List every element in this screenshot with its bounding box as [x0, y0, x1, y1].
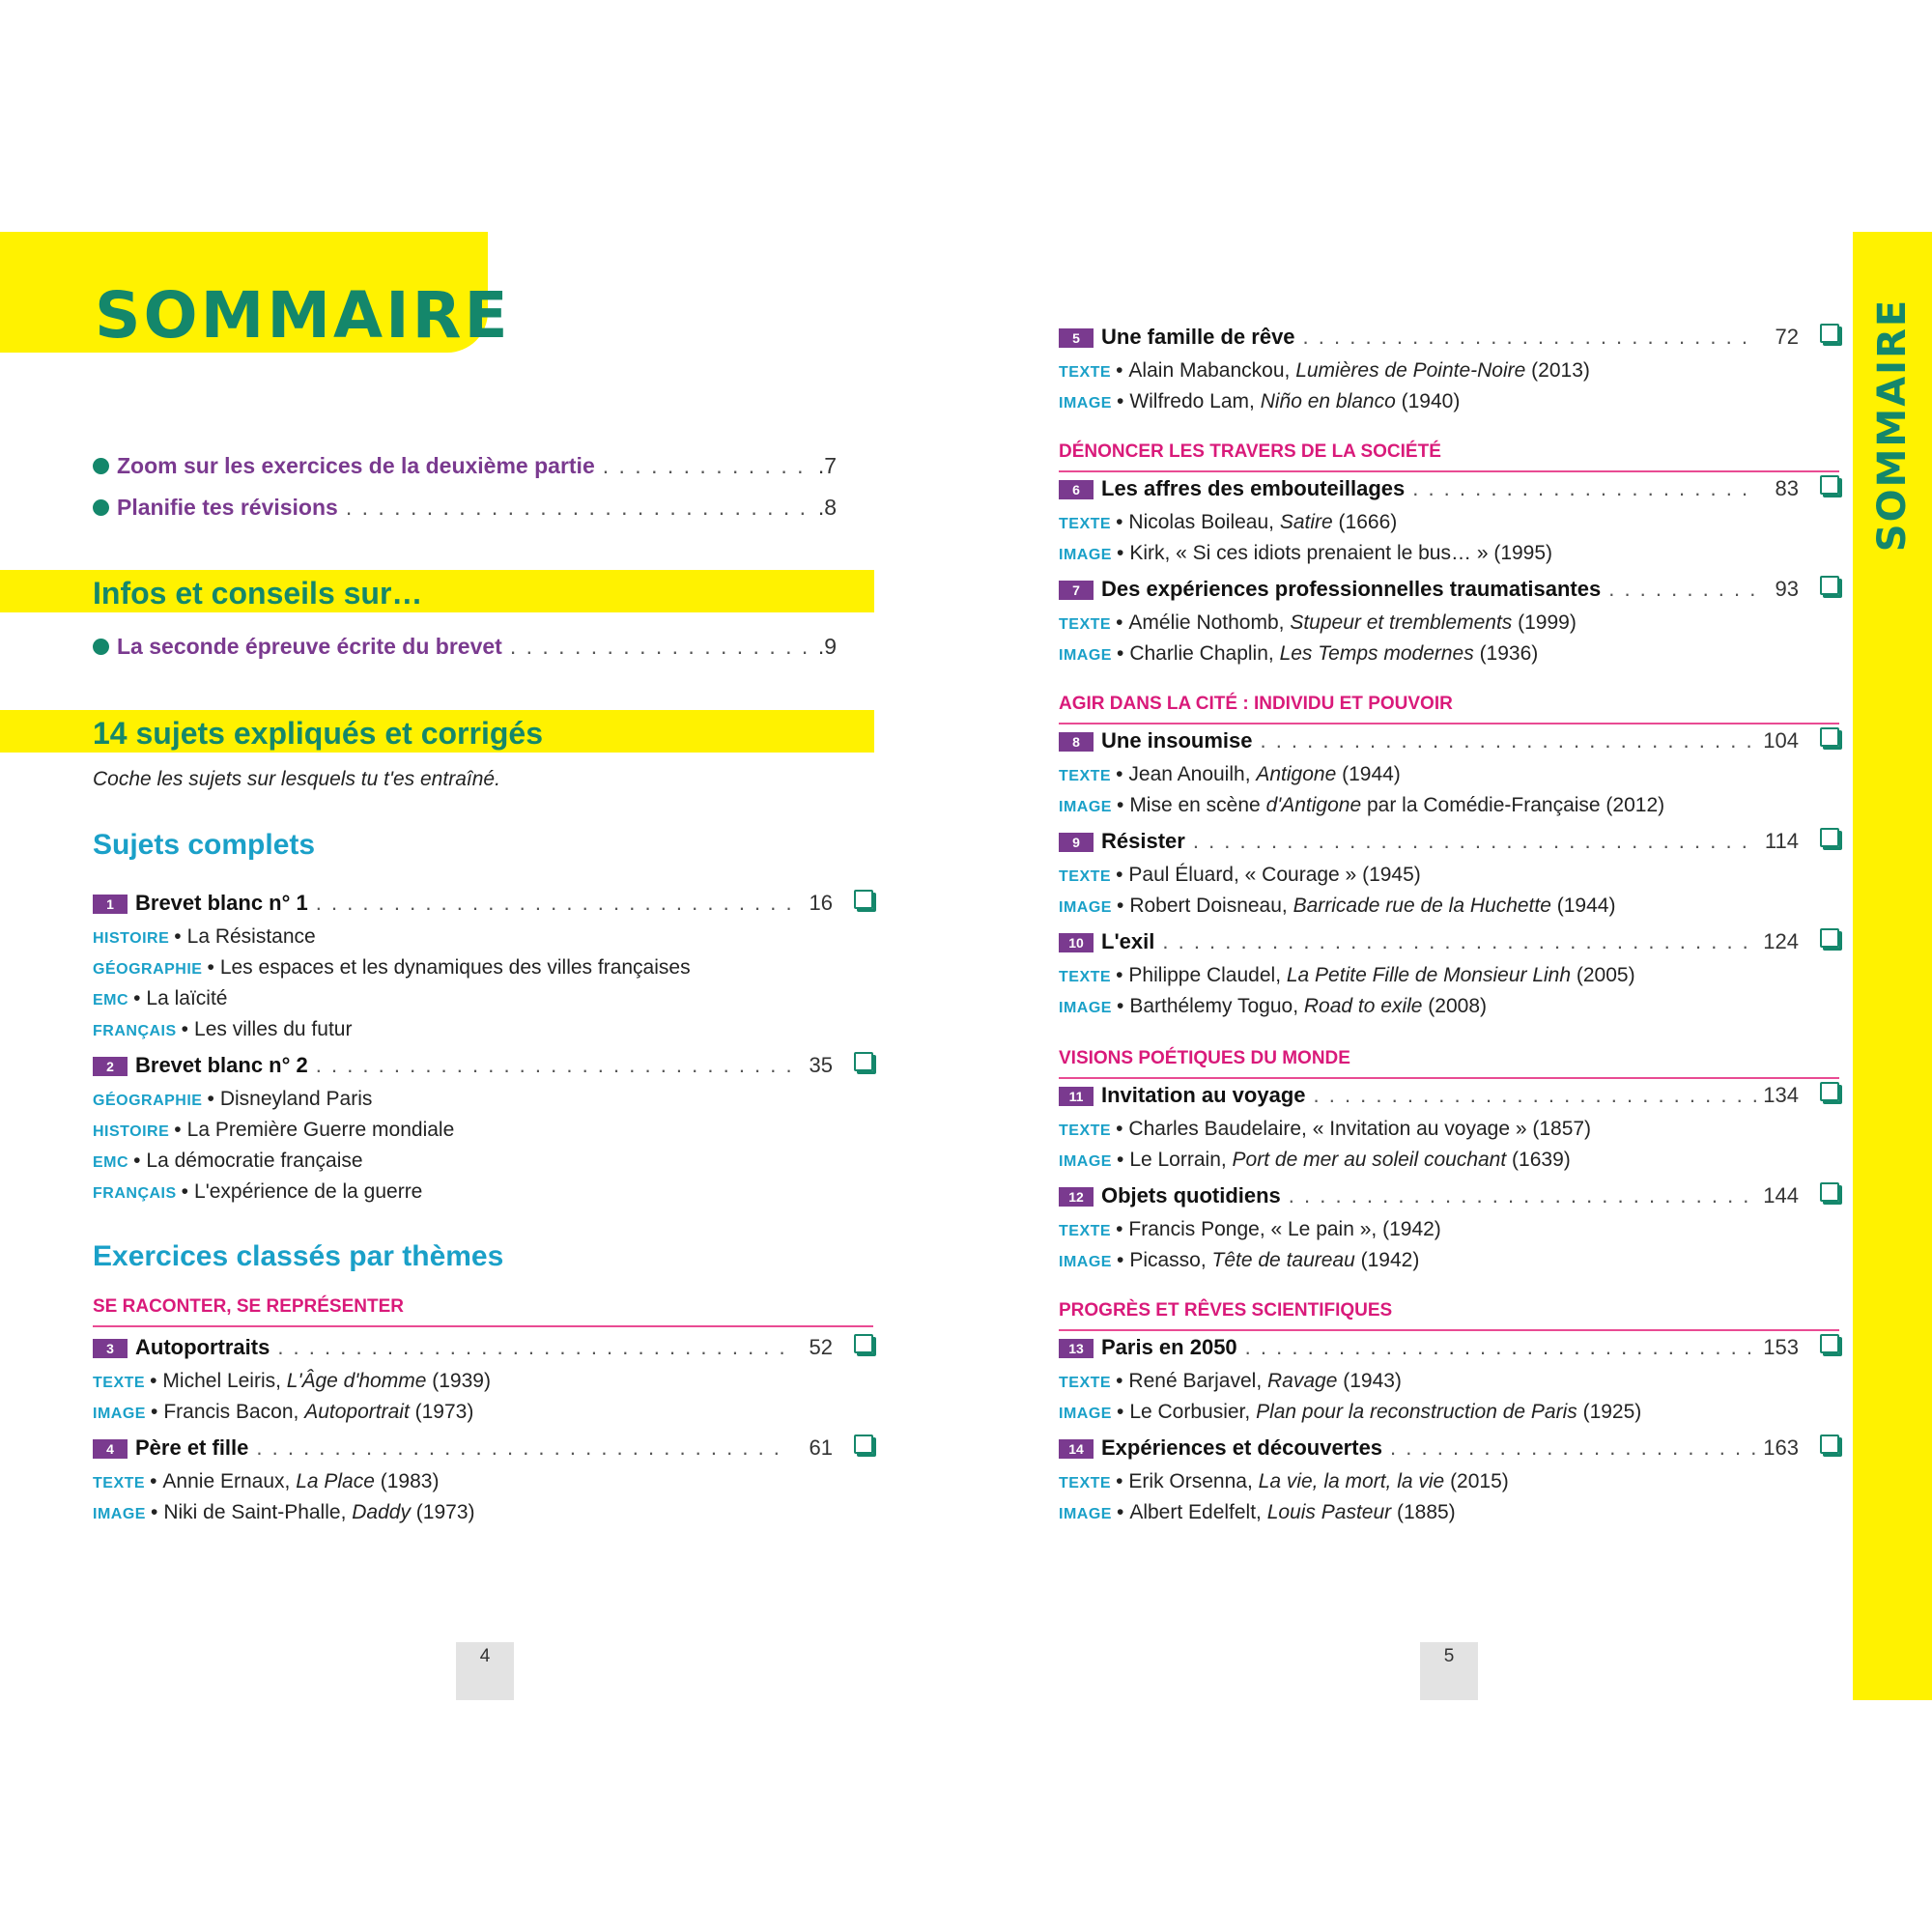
- detail-text: Niki de Saint-Phalle,: [163, 1501, 353, 1523]
- bullet: •: [1116, 359, 1123, 382]
- dot-leader: [1314, 1083, 1757, 1108]
- checkbox[interactable]: [854, 1435, 873, 1454]
- checkbox[interactable]: [854, 890, 873, 909]
- detail-text: Le Lorrain,: [1129, 1149, 1233, 1171]
- entry-number-badge: 9: [1059, 833, 1094, 852]
- intro-label: Planifie tes révisions: [117, 495, 338, 520]
- category-tag: TEXTE: [1059, 868, 1112, 885]
- detail-suffix: (1973): [409, 1401, 474, 1423]
- category-tag: TEXTE: [1059, 768, 1112, 784]
- work-title: Daddy: [352, 1501, 411, 1523]
- entry-number-badge: 5: [1059, 328, 1094, 348]
- entry-page: 35: [809, 1053, 833, 1077]
- bullet: •: [1116, 964, 1123, 986]
- entry-title: Expériences et découvertes: [1101, 1435, 1383, 1460]
- detail-suffix: (1639): [1506, 1149, 1571, 1171]
- entry-detail: [93, 1084, 873, 1115]
- toc-entry[interactable]: [1059, 577, 1839, 669]
- detail-text: Charles Baudelaire, « Invitation au voyage » (1857): [1128, 1118, 1592, 1140]
- detail-suffix: (2008): [1422, 995, 1487, 1017]
- bullet: •: [174, 1119, 182, 1141]
- category-tag: TEXTE: [1059, 969, 1112, 985]
- toc-entry[interactable]: [1059, 829, 1839, 922]
- bullet: •: [1116, 611, 1123, 634]
- toc-entry[interactable]: [1059, 728, 1839, 821]
- bullet: •: [1116, 864, 1123, 886]
- detail-suffix: (1666): [1332, 511, 1398, 533]
- toc-entry[interactable]: [1059, 929, 1839, 1022]
- category-tag: GÉOGRAPHIE: [93, 1093, 203, 1109]
- work-title: Stupeur et tremblements: [1290, 611, 1513, 634]
- detail-text: Francis Ponge, « Le pain », (1942): [1128, 1218, 1441, 1240]
- entry-page: 83: [1775, 476, 1799, 500]
- checkbox[interactable]: [854, 1052, 873, 1071]
- bullet: •: [1116, 511, 1123, 533]
- detail-text: L'expérience de la guerre: [194, 1180, 423, 1203]
- entry-page: 61: [809, 1435, 833, 1460]
- dot-leader: [277, 1335, 790, 1360]
- section-band-sujets: [0, 710, 874, 753]
- entry-detail: [1059, 759, 1839, 790]
- entry-page: 52: [809, 1335, 833, 1359]
- entry-detail: [1059, 1397, 1839, 1428]
- category-tag: GÉOGRAPHIE: [93, 961, 203, 978]
- dot-leader: [1260, 728, 1756, 753]
- toc-entry[interactable]: [93, 1335, 873, 1428]
- entry-detail: [93, 1014, 873, 1045]
- category-tag: EMC: [93, 1154, 129, 1171]
- entry-number-badge: 12: [1059, 1187, 1094, 1207]
- detail-suffix: (1939): [426, 1370, 491, 1392]
- detail-text: René Barjavel,: [1128, 1370, 1267, 1392]
- intro-item-epreuve[interactable]: [93, 634, 837, 665]
- bullet: •: [1116, 642, 1124, 665]
- category-tag: IMAGE: [1059, 547, 1112, 563]
- entry-page: 16: [809, 891, 833, 915]
- detail-suffix: (1925): [1577, 1401, 1642, 1423]
- toc-entry[interactable]: [93, 891, 873, 1045]
- detail-text: Francis Bacon,: [163, 1401, 305, 1423]
- detail-text: Le Corbusier,: [1129, 1401, 1257, 1423]
- category-tag: TEXTE: [93, 1475, 146, 1492]
- entry-detail: [1059, 1466, 1839, 1497]
- detail-text: Disneyland Paris: [219, 1088, 373, 1110]
- detail-text: La Résistance: [186, 925, 316, 948]
- category-tag: TEXTE: [1059, 616, 1112, 633]
- checkbox[interactable]: [1820, 1334, 1839, 1353]
- bullet: •: [1116, 1149, 1124, 1171]
- entry-page: 124: [1763, 929, 1799, 953]
- detail-suffix: (1973): [410, 1501, 475, 1523]
- bullet: •: [1116, 1218, 1123, 1240]
- entry-number-badge: 1: [93, 895, 128, 914]
- entry-detail: [1059, 991, 1839, 1022]
- bullet: •: [150, 1501, 158, 1523]
- toc-entry[interactable]: [1059, 476, 1839, 569]
- category-tag: TEXTE: [1059, 1375, 1112, 1391]
- detail-suffix: (2013): [1525, 359, 1590, 382]
- entry-detail: [93, 1146, 873, 1177]
- checkbox[interactable]: [1820, 576, 1839, 595]
- bullet: •: [133, 1150, 141, 1172]
- work-title: La Place: [296, 1470, 375, 1492]
- checkbox[interactable]: [1820, 928, 1839, 948]
- subheading-themes: Exercices classés par thèmes: [93, 1240, 504, 1272]
- entry-title: Brevet blanc n° 1: [135, 891, 308, 915]
- detail-suffix: (2005): [1571, 964, 1635, 986]
- entry-title: Résister: [1101, 829, 1185, 853]
- dot-leader: [256, 1435, 790, 1461]
- instruction-note: Coche les sujets sur lesquels tu t'es entraîné.: [93, 768, 500, 790]
- theme-heading: VISIONS POÉTIQUES DU MONDE: [1059, 1048, 1839, 1079]
- bullet-dot-icon: [93, 458, 109, 474]
- detail-text: Paul Éluard, « Courage » (1945): [1128, 864, 1421, 886]
- category-tag: TEXTE: [1059, 516, 1112, 532]
- checkbox[interactable]: [1820, 1435, 1839, 1454]
- entry-detail: [93, 1177, 873, 1208]
- section-band-infos: [0, 570, 874, 612]
- dot-leader: [603, 453, 814, 479]
- entry-title: Des expériences professionnelles traumatisantes: [1101, 577, 1602, 601]
- entry-page: 144: [1763, 1183, 1799, 1208]
- work-title: La Petite Fille de Monsieur Linh: [1286, 964, 1572, 986]
- work-title: Barricade rue de la Huchette: [1293, 895, 1551, 917]
- category-tag: IMAGE: [1059, 1406, 1112, 1422]
- bullet: •: [207, 956, 214, 979]
- page-number-right: 5: [1420, 1642, 1478, 1700]
- entry-number-badge: 14: [1059, 1439, 1094, 1459]
- entry-page: 114: [1764, 829, 1799, 853]
- entry-title: Les affres des embouteillages: [1101, 476, 1406, 500]
- detail-suffix: (1983): [374, 1470, 440, 1492]
- checkbox[interactable]: [1820, 475, 1839, 495]
- category-tag: IMAGE: [1059, 799, 1112, 815]
- detail-suffix: (1999): [1512, 611, 1577, 634]
- entry-detail: [1059, 538, 1839, 569]
- entry-number-badge: 3: [93, 1339, 128, 1358]
- entry-detail: [1059, 1114, 1839, 1145]
- category-tag: HISTOIRE: [93, 1123, 170, 1140]
- category-tag: IMAGE: [1059, 899, 1112, 916]
- bullet: •: [150, 1470, 157, 1492]
- entry-title: Paris en 2050: [1101, 1335, 1237, 1359]
- theme-heading: DÉNONCER LES TRAVERS DE LA SOCIÉTÉ: [1059, 441, 1839, 472]
- entry-title: Objets quotidiens: [1101, 1183, 1281, 1208]
- bullet: •: [1116, 895, 1124, 917]
- detail-suffix: par la Comédie-Française (2012): [1361, 794, 1665, 816]
- bullet: •: [174, 925, 182, 948]
- dot-leader: [1289, 1183, 1756, 1208]
- detail-text: Jean Anouilh,: [1128, 763, 1257, 785]
- work-title: d'Antigone: [1265, 794, 1362, 816]
- category-tag: FRANÇAIS: [93, 1185, 177, 1202]
- theme-heading: SE RACONTER, SE REPRÉSENTER: [93, 1296, 873, 1327]
- bullet: •: [181, 1018, 189, 1040]
- work-title: Road to exile: [1303, 995, 1423, 1017]
- entry-title: Autoportraits: [135, 1335, 270, 1359]
- detail-text: Nicolas Boileau,: [1128, 511, 1280, 533]
- category-tag: IMAGE: [1059, 395, 1112, 412]
- work-title: Niño en blanco: [1260, 390, 1396, 412]
- entry-detail: [1059, 355, 1839, 386]
- entry-detail: [1059, 507, 1839, 538]
- bullet: •: [150, 1370, 157, 1392]
- side-tab: [1853, 232, 1932, 1700]
- bullet: •: [181, 1180, 189, 1203]
- title-tab: [0, 232, 511, 353]
- category-tag: HISTOIRE: [93, 930, 170, 947]
- category-tag: TEXTE: [1059, 1475, 1112, 1492]
- bullet: •: [1116, 1470, 1123, 1492]
- toc-entry[interactable]: [1059, 325, 1839, 417]
- dot-leader: [1162, 929, 1756, 954]
- detail-text: Erik Orsenna,: [1128, 1470, 1259, 1492]
- work-title: La vie, la mort, la vie: [1258, 1470, 1445, 1492]
- bullet: •: [150, 1401, 158, 1423]
- detail-text: Picasso,: [1129, 1249, 1212, 1271]
- entry-number-badge: 11: [1059, 1087, 1094, 1106]
- detail-text: Amélie Nothomb,: [1128, 611, 1291, 634]
- dot-leader: [316, 1053, 790, 1078]
- subheading-complets: Sujets complets: [93, 829, 316, 861]
- intro-page: .9: [817, 634, 837, 659]
- bullet: •: [1116, 1249, 1124, 1271]
- category-tag: IMAGE: [1059, 1000, 1112, 1016]
- category-tag: TEXTE: [1059, 1122, 1112, 1139]
- detail-text: La Première Guerre mondiale: [186, 1119, 455, 1141]
- side-title: SOMMAIRE: [1870, 298, 1915, 553]
- category-tag: IMAGE: [93, 1406, 146, 1422]
- intro-item-zoom[interactable]: [93, 453, 837, 484]
- detail-suffix: (1942): [1354, 1249, 1420, 1271]
- dot-leader: [346, 495, 814, 521]
- dot-leader: [1608, 577, 1756, 602]
- entry-detail: [93, 983, 873, 1014]
- entry-number-badge: 10: [1059, 933, 1094, 952]
- entry-detail: [93, 922, 873, 952]
- toc-entry[interactable]: [93, 1435, 873, 1528]
- detail-text: La laïcité: [146, 987, 228, 1009]
- detail-text: Michel Leiris,: [162, 1370, 287, 1392]
- entry-page: 93: [1775, 577, 1799, 601]
- detail-text: Alain Mabanckou,: [1128, 359, 1296, 382]
- detail-text: Philippe Claudel,: [1128, 964, 1287, 986]
- entry-detail: [1059, 891, 1839, 922]
- entry-detail: [1059, 1497, 1839, 1528]
- checkbox[interactable]: [854, 1334, 873, 1353]
- dot-leader: [316, 891, 790, 916]
- bullet: •: [1116, 763, 1123, 785]
- entry-title: Une famille de rêve: [1101, 325, 1295, 349]
- entry-detail: [1059, 1145, 1839, 1176]
- bullet: •: [1116, 1118, 1123, 1140]
- entry-detail: [93, 1497, 873, 1528]
- category-tag: EMC: [93, 992, 129, 1009]
- dot-leader: [1412, 476, 1756, 501]
- entry-title: Invitation au voyage: [1101, 1083, 1306, 1107]
- bullet: •: [1116, 390, 1124, 412]
- entry-detail: [93, 952, 873, 983]
- section-heading: Infos et conseils sur…: [93, 576, 423, 611]
- entry-page: 163: [1763, 1435, 1799, 1460]
- detail-text: Albert Edelfelt,: [1129, 1501, 1267, 1523]
- bullet-dot-icon: [93, 499, 109, 516]
- dot-leader: [1303, 325, 1756, 350]
- bullet: •: [207, 1088, 214, 1110]
- work-title: Autoportrait: [304, 1401, 410, 1423]
- entry-detail: [1059, 1366, 1839, 1397]
- detail-text: Annie Ernaux,: [162, 1470, 297, 1492]
- work-title: Port de mer au soleil couchant: [1232, 1149, 1507, 1171]
- detail-text: La démocratie française: [146, 1150, 363, 1172]
- page-number-left: 4: [456, 1642, 514, 1700]
- dot-leader: [1390, 1435, 1756, 1461]
- category-tag: FRANÇAIS: [93, 1023, 177, 1039]
- entry-page: 72: [1775, 325, 1799, 349]
- intro-page: .7: [817, 453, 837, 478]
- detail-text: Mise en scène: [1129, 794, 1266, 816]
- checkbox[interactable]: [1820, 727, 1839, 747]
- bullet: •: [1116, 1401, 1124, 1423]
- intro-label: La seconde épreuve écrite du brevet: [117, 634, 502, 659]
- toc-entry[interactable]: [1059, 1435, 1839, 1528]
- entry-detail: [1059, 608, 1839, 639]
- category-tag: IMAGE: [1059, 647, 1112, 664]
- work-title: Satire: [1279, 511, 1333, 533]
- detail-suffix: (1885): [1391, 1501, 1456, 1523]
- intro-item-planifie[interactable]: [93, 495, 837, 526]
- work-title: L'Âge d'homme: [286, 1370, 427, 1392]
- entry-number-badge: 2: [93, 1057, 128, 1076]
- checkbox[interactable]: [1820, 828, 1839, 847]
- toc-entry[interactable]: [1059, 1183, 1839, 1276]
- entry-detail: [93, 1366, 873, 1397]
- work-title: Antigone: [1256, 763, 1337, 785]
- detail-text: Les espaces et les dynamiques des villes françaises: [219, 956, 691, 979]
- detail-suffix: (1944): [1550, 895, 1616, 917]
- category-tag: TEXTE: [1059, 364, 1112, 381]
- entry-detail: [1059, 1214, 1839, 1245]
- toc-entry[interactable]: [1059, 1083, 1839, 1176]
- entry-number-badge: 4: [93, 1439, 128, 1459]
- entry-detail: [1059, 790, 1839, 821]
- work-title: Tête de taureau: [1211, 1249, 1355, 1271]
- detail-text: Wilfredo Lam,: [1129, 390, 1261, 412]
- work-title: Plan pour la reconstruction de Paris: [1256, 1401, 1577, 1423]
- entry-page: 134: [1763, 1083, 1799, 1107]
- detail-text: Les villes du futur: [194, 1018, 353, 1040]
- entry-title: Une insoumise: [1101, 728, 1253, 753]
- entry-title: Brevet blanc n° 2: [135, 1053, 308, 1077]
- dot-leader: [1245, 1335, 1756, 1360]
- entry-number-badge: 6: [1059, 480, 1094, 499]
- entry-detail: [1059, 960, 1839, 991]
- entry-detail: [93, 1115, 873, 1146]
- detail-text: Charlie Chaplin,: [1129, 642, 1280, 665]
- bullet: •: [1116, 995, 1124, 1017]
- toc-entry[interactable]: [93, 1053, 873, 1208]
- bullet: •: [1116, 1370, 1123, 1392]
- entry-number-badge: 7: [1059, 581, 1094, 600]
- category-tag: IMAGE: [93, 1506, 146, 1522]
- entry-number-badge: 8: [1059, 732, 1094, 752]
- entry-detail: [93, 1466, 873, 1497]
- work-title: Louis Pasteur: [1266, 1501, 1392, 1523]
- page-title: SOMMAIRE: [95, 278, 511, 353]
- checkbox[interactable]: [1820, 324, 1839, 343]
- toc-entry[interactable]: [1059, 1335, 1839, 1428]
- intro-label: Zoom sur les exercices de la deuxième partie: [117, 453, 595, 478]
- detail-text: Kirk, « Si ces idiots prenaient le bus… » (1995): [1129, 542, 1553, 564]
- entry-detail: [1059, 1245, 1839, 1276]
- entry-detail: [93, 1397, 873, 1428]
- entry-detail: [1059, 860, 1839, 891]
- category-tag: IMAGE: [1059, 1254, 1112, 1270]
- bullet: •: [1116, 1501, 1124, 1523]
- work-title: Ravage: [1267, 1370, 1338, 1392]
- bullet: •: [1116, 542, 1124, 564]
- entry-number-badge: 13: [1059, 1339, 1094, 1358]
- checkbox[interactable]: [1820, 1182, 1839, 1202]
- entry-detail: [1059, 386, 1839, 417]
- work-title: Lumières de Pointe-Noire: [1295, 359, 1526, 382]
- category-tag: IMAGE: [1059, 1506, 1112, 1522]
- entry-title: Père et fille: [135, 1435, 249, 1460]
- detail-text: Barthélemy Toguo,: [1129, 995, 1304, 1017]
- dot-leader: [510, 634, 814, 660]
- category-tag: TEXTE: [93, 1375, 146, 1391]
- detail-suffix: (2015): [1444, 1470, 1509, 1492]
- bullet-dot-icon: [93, 639, 109, 655]
- detail-suffix: (1943): [1337, 1370, 1402, 1392]
- theme-heading: AGIR DANS LA CITÉ : INDIVIDU ET POUVOIR: [1059, 694, 1839, 724]
- work-title: Les Temps modernes: [1279, 642, 1474, 665]
- entry-title: L'exil: [1101, 929, 1155, 953]
- detail-suffix: (1940): [1395, 390, 1461, 412]
- detail-suffix: (1944): [1336, 763, 1401, 785]
- entry-detail: [1059, 639, 1839, 669]
- detail-text: Robert Doisneau,: [1129, 895, 1293, 917]
- category-tag: TEXTE: [1059, 1223, 1112, 1239]
- bullet: •: [1116, 794, 1124, 816]
- dot-leader: [1193, 829, 1756, 854]
- entry-page: 104: [1763, 728, 1799, 753]
- category-tag: IMAGE: [1059, 1153, 1112, 1170]
- detail-suffix: (1936): [1473, 642, 1539, 665]
- section-heading: 14 sujets expliqués et corrigés: [93, 716, 543, 751]
- bullet: •: [133, 987, 141, 1009]
- checkbox[interactable]: [1820, 1082, 1839, 1101]
- intro-page: .8: [817, 495, 837, 520]
- theme-heading: PROGRÈS ET RÊVES SCIENTIFIQUES: [1059, 1300, 1839, 1331]
- entry-page: 153: [1763, 1335, 1799, 1359]
